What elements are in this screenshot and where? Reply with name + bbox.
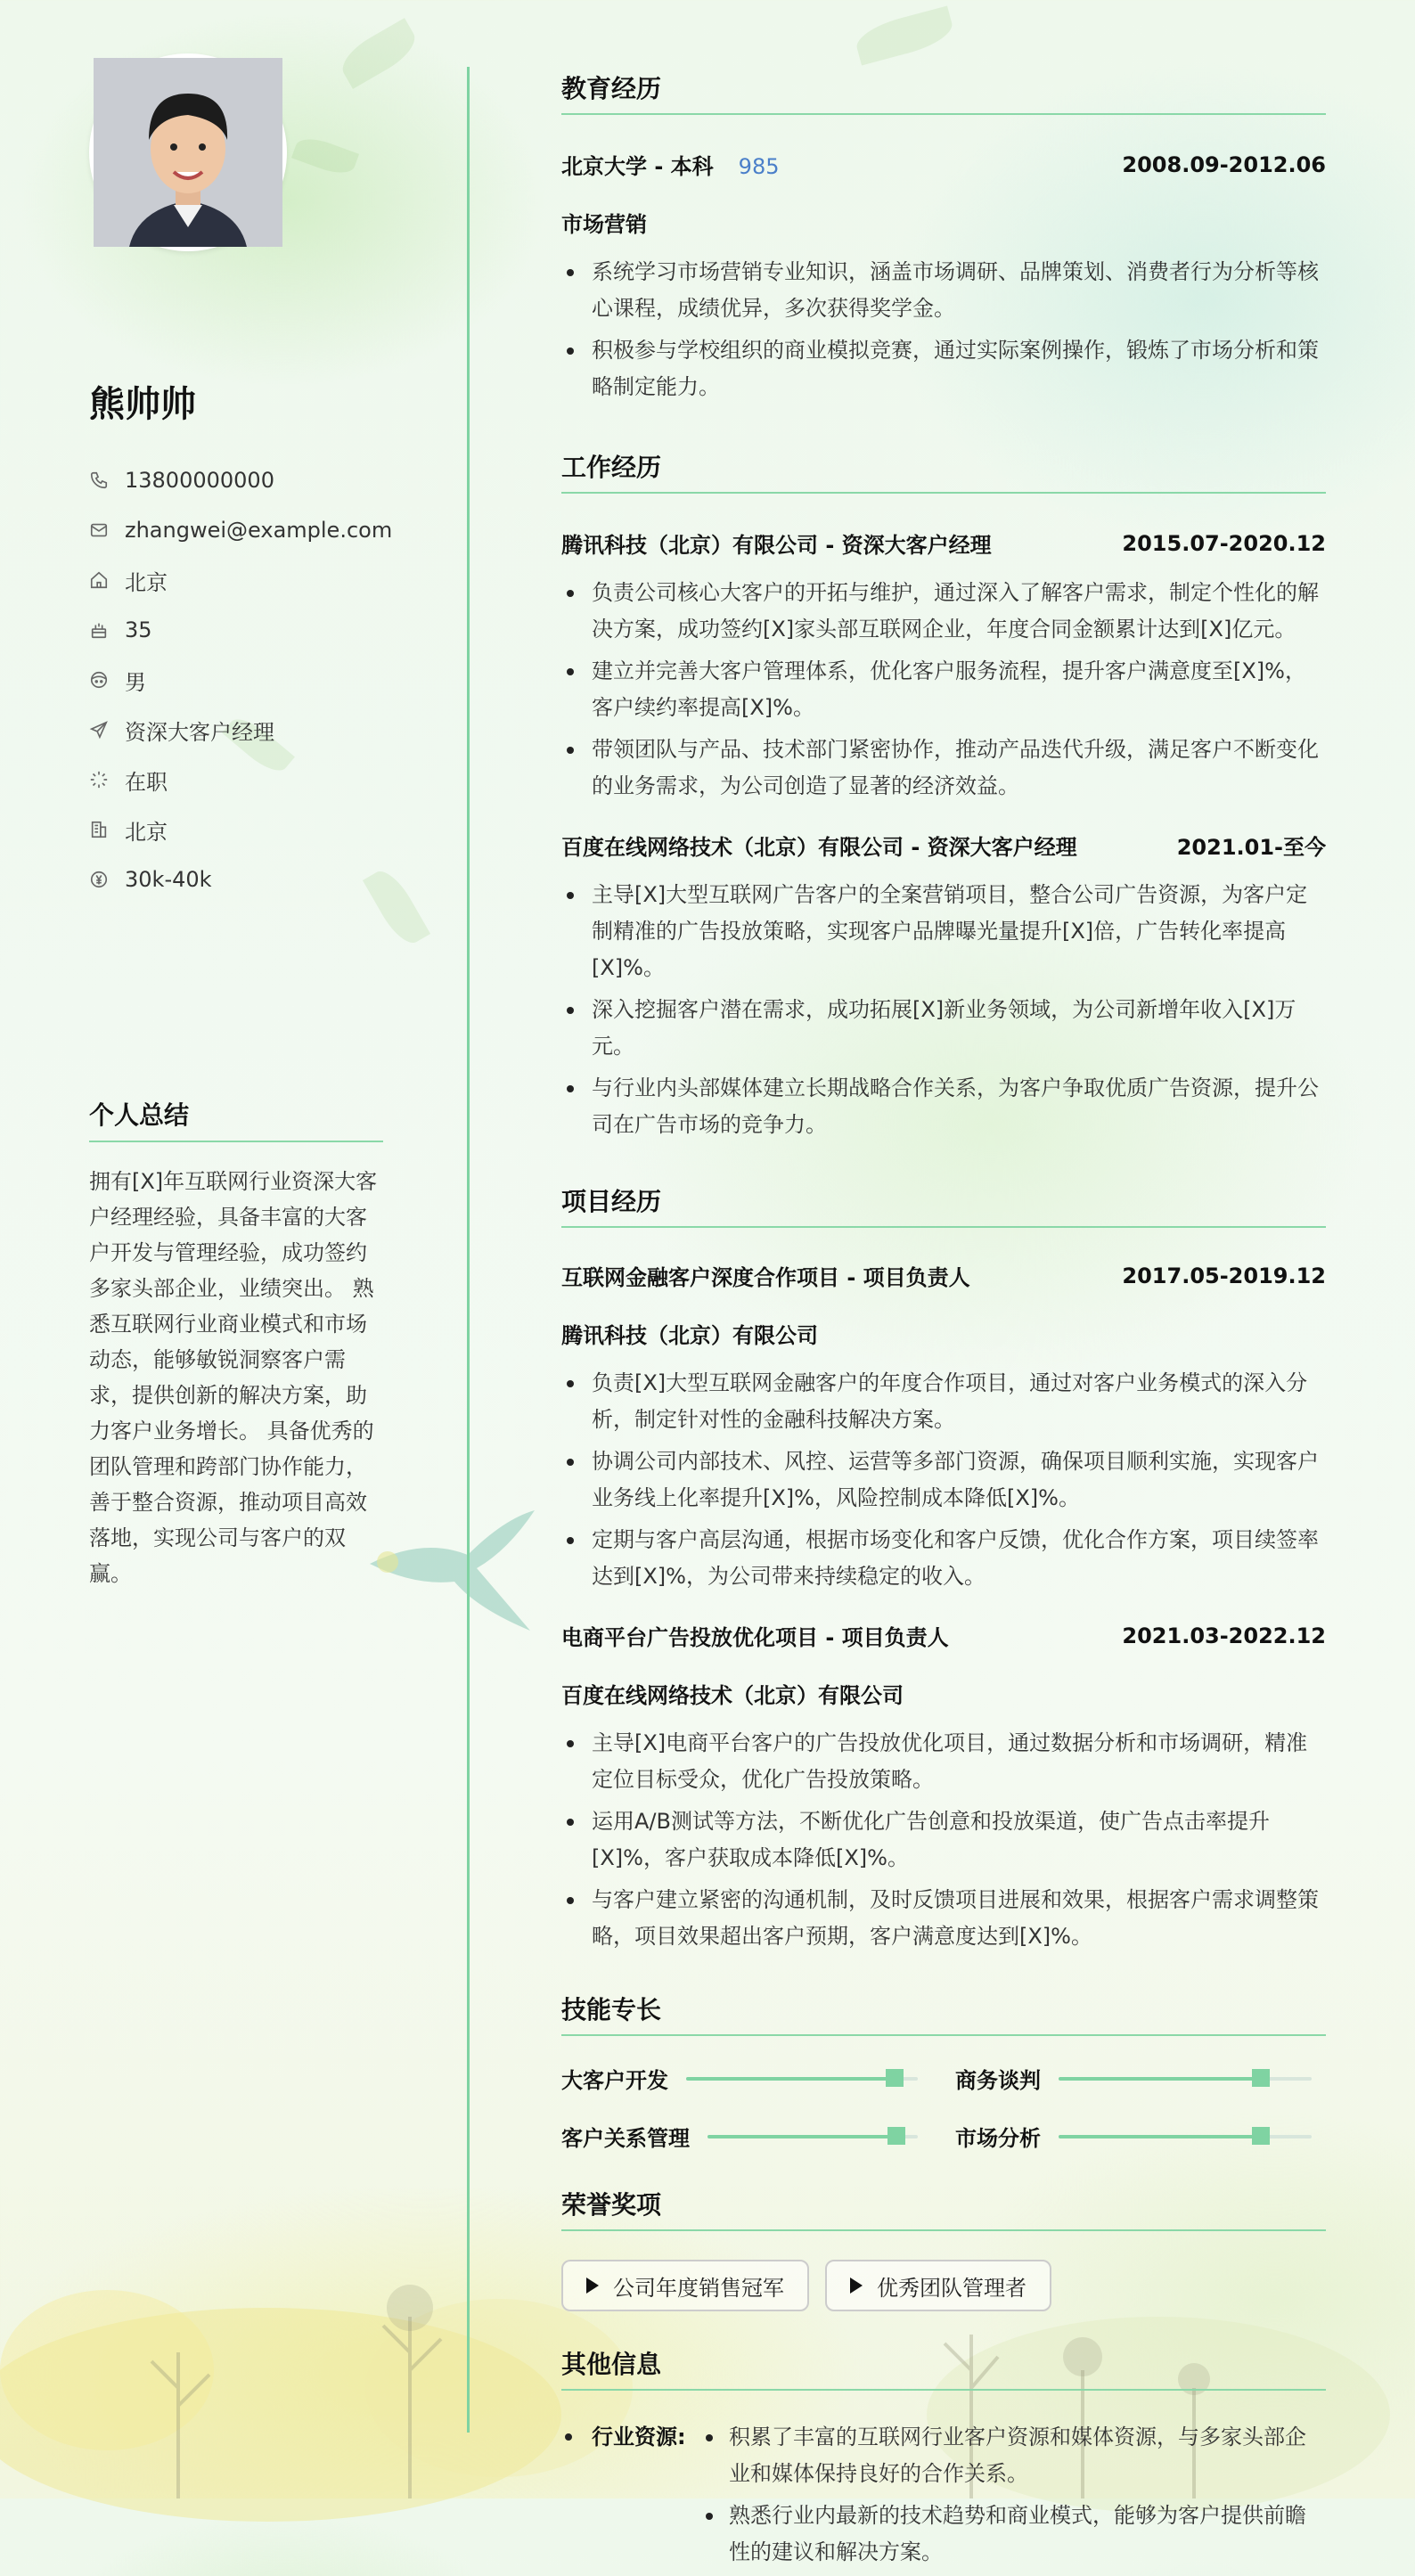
summary-section: [89, 1096, 383, 1591]
skill-bar-fill: [686, 2077, 895, 2081]
award-label: 公司年度销售冠军: [613, 2275, 784, 2301]
list-item: 定期与客户高层沟通，根据市场变化和客户反馈，优化合作方案，项目续签率达到[X]%，为公司带来持续稳定的收入。: [561, 1522, 1326, 1595]
award-badge: [561, 2260, 809, 2311]
phone-value: 13800000000: [125, 468, 274, 493]
other-bullets: [699, 2419, 1326, 2576]
skill-item: [955, 2121, 1312, 2152]
info-position: [89, 705, 383, 755]
project-item-company: 百度在线网络技术（北京）有限公司: [561, 1683, 904, 1708]
projects-section: [561, 1182, 1326, 1955]
project-item-bullets: [561, 1365, 1326, 1595]
email-value: zhangwei@example.com: [125, 518, 393, 543]
skill-item: [561, 2121, 918, 2152]
education-date: 2008.09-2012.06: [1122, 151, 1326, 177]
skills-title: 技能专长: [561, 1991, 1326, 2036]
position-value: 资深大客户经理: [125, 719, 274, 745]
project-item-bullets: [561, 1725, 1326, 1955]
skill-item: [955, 2063, 1312, 2094]
other-title: 其他信息: [561, 2345, 1326, 2391]
send-icon: [89, 720, 109, 740]
list-item: 积累了丰富的互联网行业客户资源和媒体资源，与多家头部企业和媒体保持良好的合作关系。: [699, 2419, 1326, 2492]
skill-bar-fill: [708, 2135, 896, 2138]
cake-icon: [89, 620, 109, 640]
column-divider: [467, 67, 470, 2433]
info-salary: [89, 855, 383, 904]
work-title: 工作经历: [561, 448, 1326, 494]
list-item: 主导[X]电商平台客户的广告投放优化项目，通过数据分析和市场调研，精准定位目标受众，优化广告投放策略。: [561, 1725, 1326, 1798]
skill-bar-knob: [1252, 2069, 1270, 2087]
projects-title: 项目经历: [561, 1182, 1326, 1228]
work-item-date: 2015.07-2020.12: [1122, 530, 1326, 556]
list-item: 运用A/B测试等方法，不断优化广告创意和投放渠道，使广告点击率提升[X]%，客户获取成本降低[X]%。: [561, 1803, 1326, 1877]
info-phone: [89, 455, 383, 505]
skill-bar: [708, 2135, 918, 2138]
skill-bar-fill: [1059, 2135, 1261, 2138]
skill-name: 市场分析: [955, 2126, 1041, 2151]
skills-section: [561, 1991, 1326, 2152]
education-tag: 985: [738, 154, 780, 179]
info-age: [89, 605, 383, 655]
education-bullets: [561, 254, 1326, 405]
project-item-head: [561, 1260, 1326, 1291]
phone-icon: [89, 470, 109, 490]
work-section: [561, 448, 1326, 1143]
list-item: 系统学习市场营销专业知识，涵盖市场调研、品牌策划、消费者行为分析等核心课程，成绩优异，多次获得奖学金。: [561, 254, 1326, 327]
list-item: 积极参与学校组织的商业模拟竞赛，通过实际案例操作，锻炼了市场分析和策略制定能力。: [561, 332, 1326, 405]
skill-bar-knob: [1252, 2127, 1270, 2145]
list-item: 深入挖掘客户潜在需求，成功拓展[X]新业务领域，为公司新增年收入[X]万元。: [561, 992, 1326, 1065]
skill-bar-knob: [886, 2069, 904, 2087]
honors-section: [561, 2186, 1326, 2311]
info-gender: [89, 655, 383, 705]
background-leaf: [853, 5, 957, 65]
list-item: 协调公司内部技术、风控、运营等多部门资源，确保项目顺利实施，实现客户业务线上化率提升[X]%，风险控制成本降低[X]%。: [561, 1443, 1326, 1517]
city-value: 北京: [125, 569, 168, 595]
work-city-value: 北京: [125, 819, 168, 845]
project-item-date: 2021.03-2022.12: [1122, 1623, 1326, 1648]
other-item: [561, 2419, 1326, 2576]
honors-title: 荣誉奖项: [561, 2186, 1326, 2231]
skill-bar: [686, 2077, 918, 2081]
list-item: 与行业内头部媒体建立长期战略合作关系，为客户争取优质广告资源，提升公司在广告市场的竞争力。: [561, 1070, 1326, 1143]
gender-value: 男: [125, 669, 146, 695]
skill-name: 客户关系管理: [561, 2126, 690, 2151]
info-city: [89, 555, 383, 605]
work-item-title: 腾讯科技（北京）有限公司 - 资深大客户经理: [561, 533, 992, 558]
list-item: 负责[X]大型互联网金融客户的年度合作项目，通过对客户业务模式的深入分析，制定针对性的金融科技解决方案。: [561, 1365, 1326, 1438]
contact-info: [89, 455, 393, 904]
list-item: 带领团队与产品、技术部门紧密协作，推动产品迭代升级，满足客户不断变化的业务需求，为公司创造了显著的经济效益。: [561, 732, 1326, 805]
list-item: 负责公司核心大客户的开拓与维护，通过深入了解客户需求，制定个性化的解决方案，成功签约[X]家头部互联网企业，年度合同金额累计达到[X]亿元。: [561, 575, 1326, 648]
project-item-company: 腾讯科技（北京）有限公司: [561, 1323, 818, 1348]
project-item-title: 电商平台广告投放优化项目 - 项目负责人: [561, 1625, 949, 1650]
building-icon: [89, 820, 109, 839]
work-item-date: 2021.01-至今: [1176, 835, 1326, 860]
summary-title: 个人总结: [89, 1096, 383, 1142]
yen-icon: [89, 870, 109, 889]
list-item: 与客户建立紧密的沟通机制，及时反馈项目进展和效果，根据客户需求调整策略，项目效果超出客户预期，客户满意度达到[X]%。: [561, 1882, 1326, 1955]
work-item-head: [561, 527, 1326, 559]
project-item-head: [561, 1620, 1326, 1651]
other-section: [561, 2345, 1326, 2576]
info-email: [89, 505, 393, 555]
education-section: [561, 70, 1326, 405]
skill-item: [561, 2063, 918, 2094]
list-item: 熟悉行业内最新的技术趋势和商业模式，能够为客户提供前瞻性的建议和解决方案。: [699, 2498, 1326, 2571]
salary-value: 30k-40k: [125, 867, 212, 892]
list-item: 主导[X]大型互联网广告客户的全案营销项目，整合公司广告资源，为客户定制精准的广告投放策略，实现客户品牌曝光量提升[X]倍，广告转化率提高[X]%。: [561, 877, 1326, 986]
skill-bar: [1059, 2077, 1312, 2081]
awards-list: [561, 2260, 1326, 2311]
skill-name: 商务谈判: [955, 2068, 1041, 2093]
mail-icon: [89, 520, 109, 540]
skill-bar-fill: [1059, 2077, 1261, 2081]
work-item-head: [561, 830, 1326, 861]
award-label: 优秀团队管理者: [877, 2275, 1026, 2301]
info-work-city: [89, 805, 383, 855]
project-item-date: 2017.05-2019.12: [1122, 1263, 1326, 1288]
work-item-title: 百度在线网络技术（北京）有限公司 - 资深大客户经理: [561, 835, 1077, 860]
gender-icon: [89, 670, 109, 690]
skill-bar: [1059, 2135, 1312, 2138]
summary-text: 拥有[X]年互联网行业资深大客户经理经验，具备丰富的大客户开发与管理经验，成功签约多家头部企业，业绩突出。 熟悉互联网行业商业模式和市场动态，能够敏锐洞察客户需求，提供创新的解决方案，助力客户业务增长。 具备优秀的团队管理和跨部门协作能力，善于整合资源，推动项目高效落地，实现公司与客户的双赢。: [89, 1169, 378, 1586]
education-head: [561, 149, 1326, 180]
project-item-title: 互联网金融客户深度合作项目 - 项目负责人: [561, 1265, 970, 1290]
play-icon: [850, 2278, 863, 2294]
play-icon: [586, 2278, 599, 2294]
skills-grid: [561, 2063, 1326, 2152]
info-status: [89, 755, 383, 805]
profile-column: [89, 53, 393, 904]
age-value: 35: [125, 617, 152, 642]
education-title: 教育经历: [561, 70, 1326, 115]
bullet-dot: [565, 2433, 572, 2441]
education-school: 北京大学 - 本科: [561, 154, 714, 179]
list-item: 建立并完善大客户管理体系，优化客户服务流程，提升客户满意度至[X]%，客户续约率提高[X]%。: [561, 653, 1326, 726]
main-column: [561, 70, 1326, 2576]
work-item-bullets: [561, 877, 1326, 1143]
loader-icon: [89, 770, 109, 789]
work-item-bullets: [561, 575, 1326, 805]
status-value: 在职: [125, 769, 168, 795]
award-badge: [825, 2260, 1051, 2311]
skill-name: 大客户开发: [561, 2068, 668, 2093]
skill-bar-knob: [887, 2127, 905, 2145]
home-icon: [89, 570, 109, 590]
candidate-name: 熊帅帅: [89, 384, 196, 425]
other-label: 行业资源:: [592, 2425, 686, 2449]
avatar: [89, 53, 287, 251]
education-major: 市场营销: [561, 212, 647, 237]
